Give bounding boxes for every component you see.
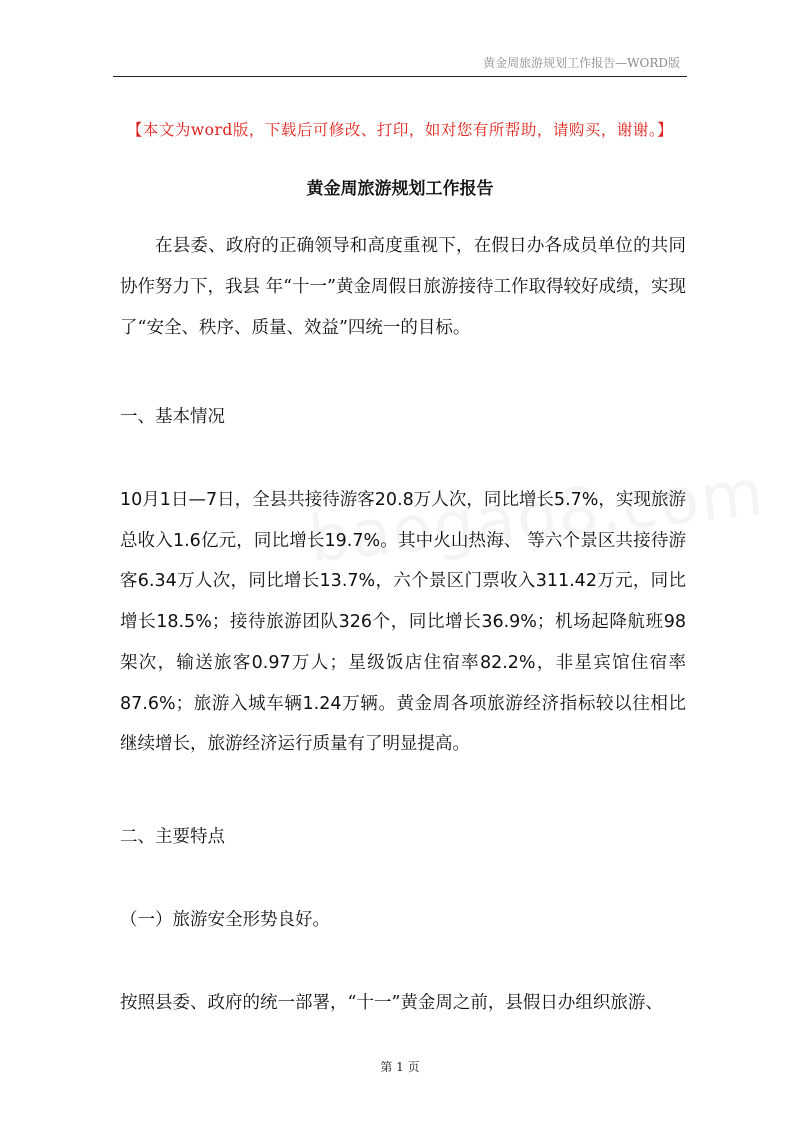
intro-paragraph: 在县委、政府的正确领导和高度重视下，在假日办各成员单位的共同协作努力下，我县 年“十一”黄金周假日旅游接待工作取得较好成绩，实现了“安全、秩序、质量、效益”四统一的目标。 xyxy=(120,236,686,338)
purchase-notice: 【本文为word版，下载后可修改、打印，如对您有所帮助，请购买，谢谢。】 xyxy=(126,121,674,139)
section-heading-basic: 一、基本情况 xyxy=(120,407,225,427)
running-header: 黄金周旅游规划工作报告—WORD版 xyxy=(483,56,680,70)
header-divider xyxy=(113,76,687,77)
safety-paragraph: 按照县委、政府的统一部署，“十一”黄金周之前，县假日办组织旅游、 xyxy=(120,993,663,1013)
document-title: 黄金周旅游规划工作报告 xyxy=(306,179,494,199)
basic-situation-paragraph: 10月1日—7日，全县共接待游客20.8万人次，同比增长5.7%，实现旅游总收入1.6亿元，同比增长19.7%。其中火山热海、 等六个景区共接待游客6.34万人次，同比增长13.7%，六个景区门票收入311.42万元，同比增长18.5%；接待旅游团队326个，同比增长36.9%；机场起降航班98架次，输送旅客0.97万人；星级饭店住宿率82.2%，非星宾馆住宿率87.6%；旅游入城车辆1.24万辆。黄金周各项旅游经济指标较以往相比继续增长，旅游经济运行质量有了明显提高。 xyxy=(120,490,686,755)
section-heading-features: 二、主要特点 xyxy=(120,827,225,847)
page-number: 第 1 页 xyxy=(380,1060,420,1074)
subsection-heading-safety: （一）旅游安全形势良好。 xyxy=(120,910,330,930)
